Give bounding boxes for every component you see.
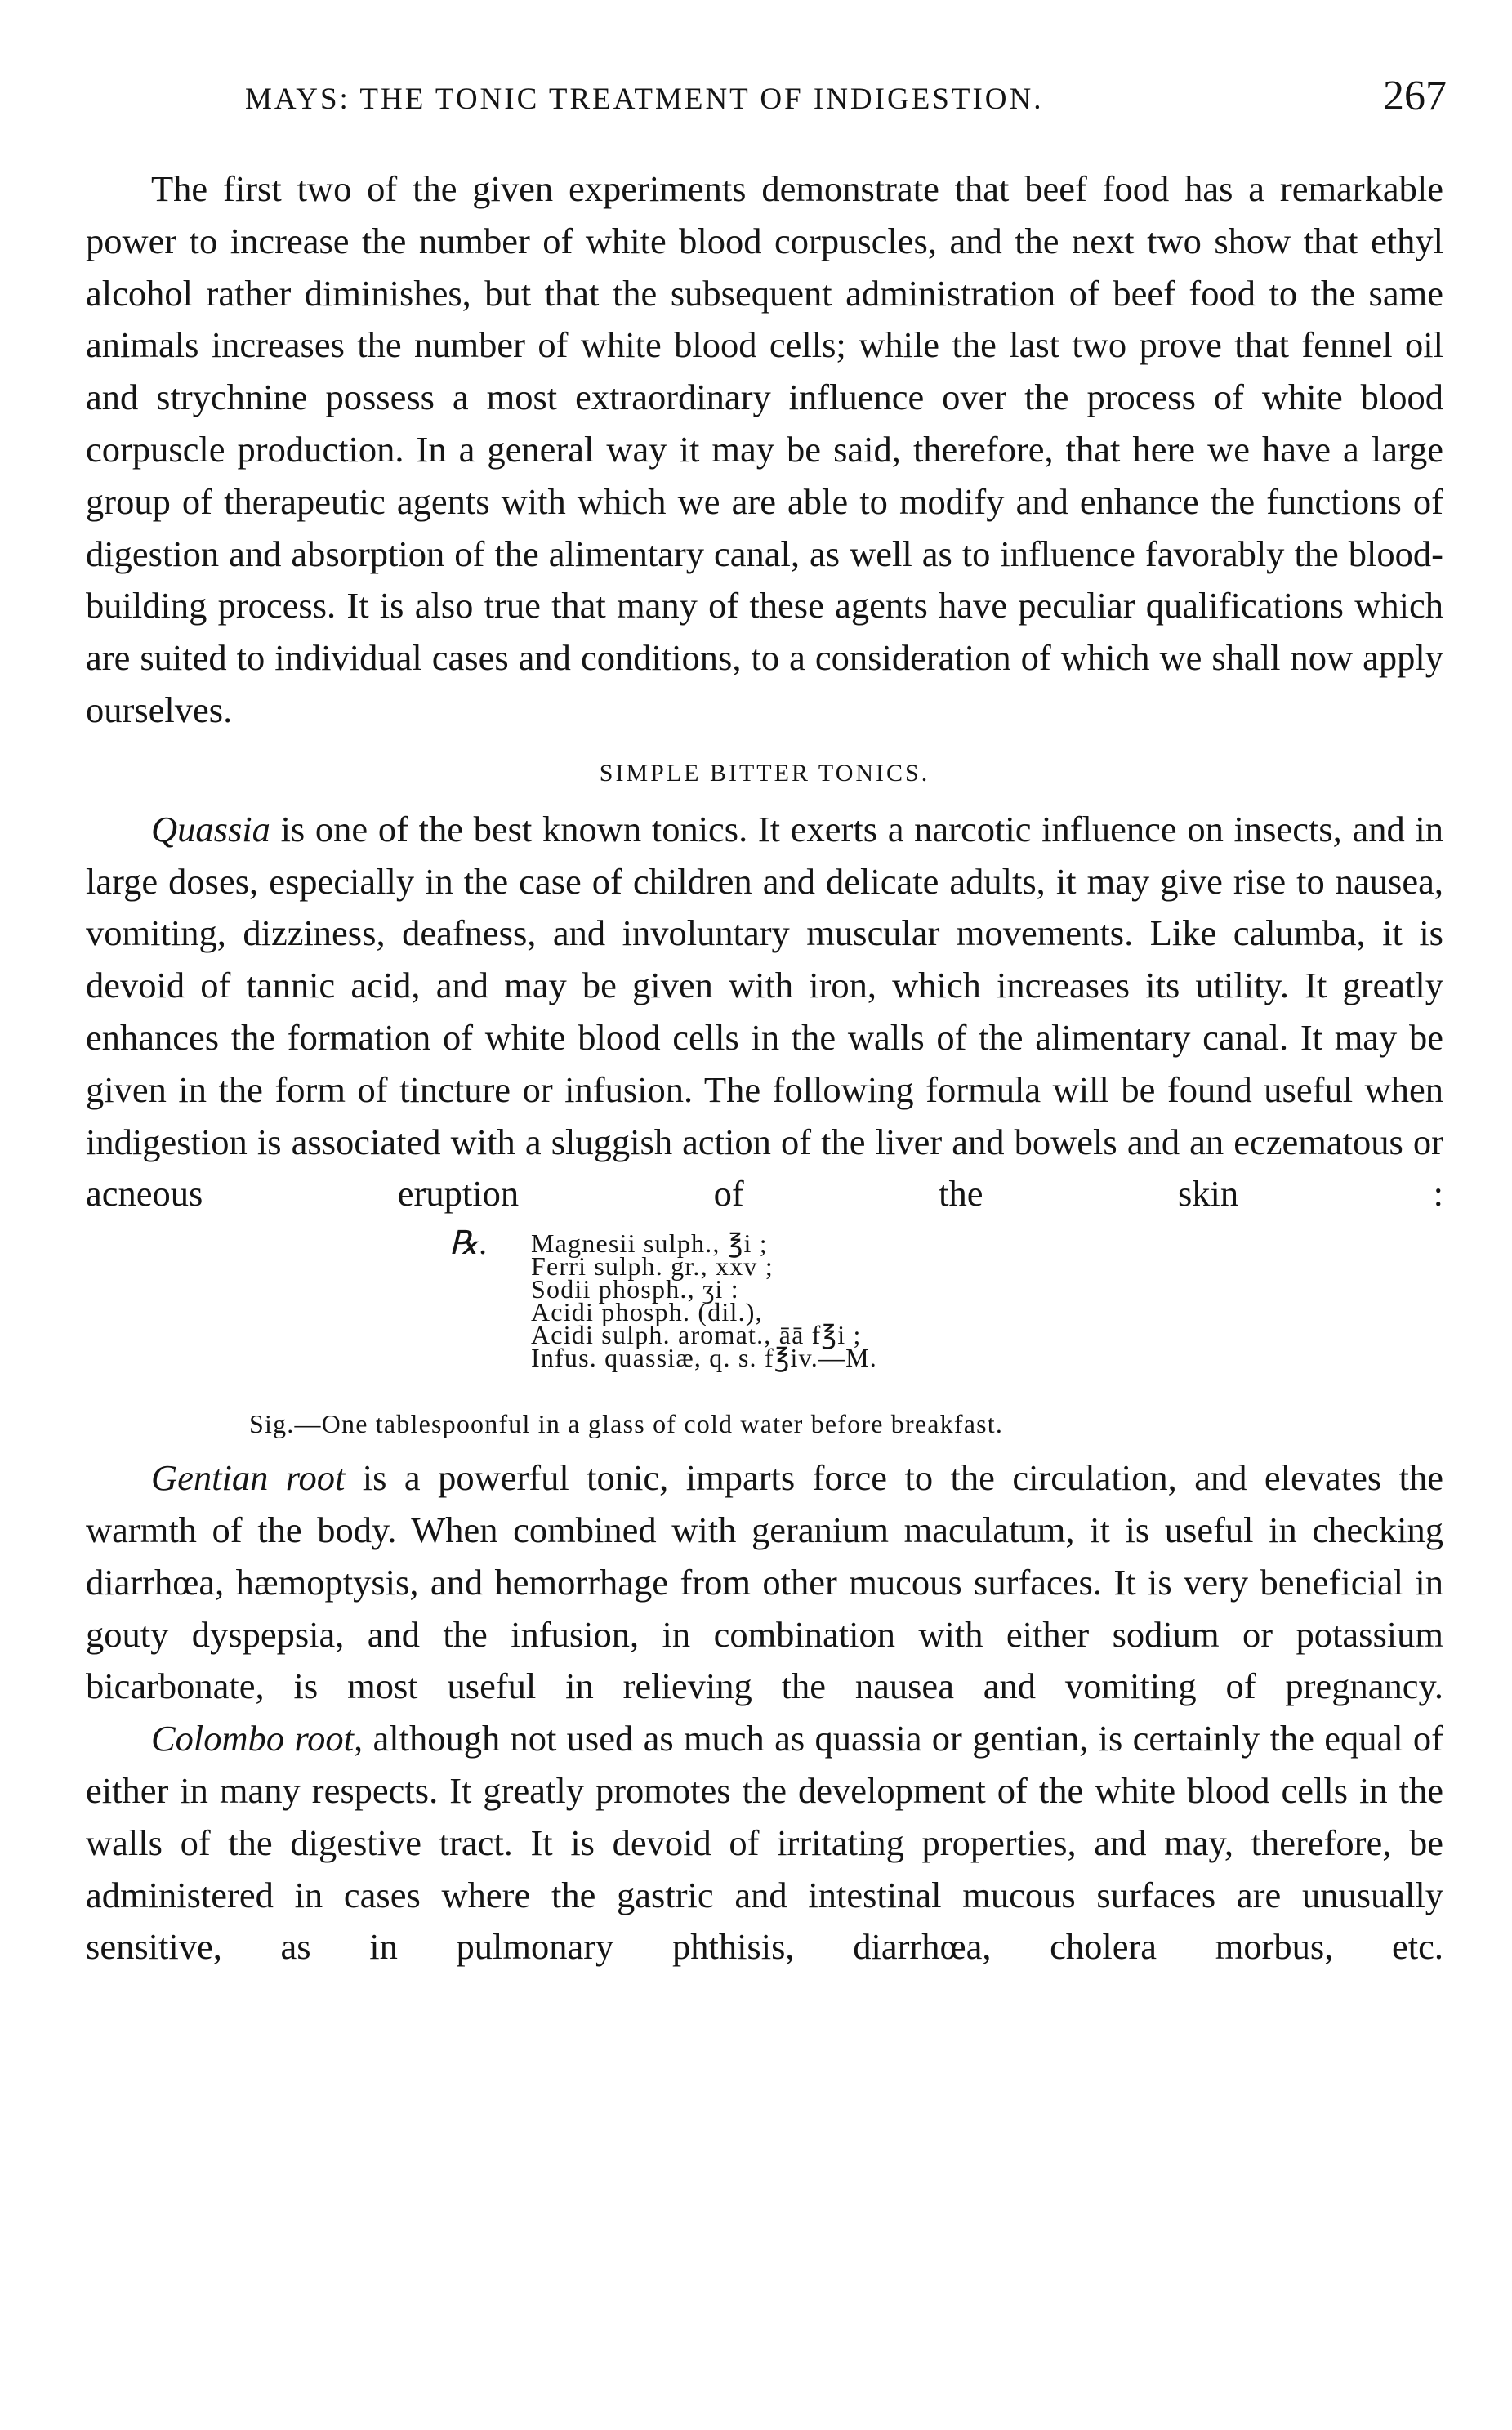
prescription-signature: Sig.—One tablespoonful in a glass of cold water before breakfast. — [249, 1409, 1004, 1439]
page-number: 267 — [1383, 73, 1447, 119]
section-heading: SIMPLE BITTER TONICS. — [599, 759, 930, 787]
colombo-paragraph — [86, 1713, 1443, 1973]
running-head — [245, 72, 1447, 129]
page-body — [86, 163, 1443, 1973]
prescription-line: Infus. quassiæ, q. s. f℥iv.—M. — [531, 1343, 877, 1373]
prescription-block — [86, 1224, 1443, 1403]
quassia-term: Quassia — [151, 808, 270, 849]
colombo-term: Colombo root, — [151, 1718, 364, 1759]
running-head-title: MAYS: THE TONIC TREATMENT OF INDIGESTION. — [245, 82, 1044, 116]
opening-paragraph: The first two of the given experiments demonstrate that beef food has a remarkable power to increase the number of white blood corpuscles, and the next two show that ethyl alcohol rather diminishes, but that the subsequent administration of beef food to the same animals increases the number of white blood cells; while the last two prove that fennel oil and strychnine possess a most extraordinary influence over the process of white blood corpuscle production. In a general way it may be said, therefore, that here we have a large group of therapeutic agents with which we are able to modify and enhance the functions of digestion and absorption of the alimentary canal, as well as to influence favorably the blood-building process. It is also true that many of these agents have peculiar qualifications which are suited to individual cases and conditions, to a consideration of which we shall now apply ourselves. — [86, 168, 1443, 730]
prescription-line: Sodii phosph., ʒi : — [531, 1274, 739, 1304]
colombo-text: although not used as much as quassia or gentian, is certainly the equal of either in many respects. It greatly promotes the development of the white blood cells in the walls of the digestive tract. It is devoid of irritating properties, and may, therefore, be administered in cases where the gastric and intestinal mucous surfaces are unusually sensitive, as in pulmonary phthisis, diarrhœa, cholera morbus, etc. — [86, 1718, 1443, 1968]
prescription-line: Acidi phosph. (dil.), — [531, 1297, 763, 1327]
prescription-line: Acidi sulph. aromat., āā f℥i ; — [531, 1320, 862, 1350]
recipe-symbol-icon: ℞. — [449, 1224, 489, 1262]
gentian-text: is a powerful tonic, imparts force to the circulation, and elevates the warmth of the body. When combined with geranium maculatum, it is useful in checking diarrhœa, hæmoptysis, and hemorrhage from other mucous surfaces. It is very beneficial in gouty dyspepsia, and the infusion, in combination with either sodium or potassium bicarbonate, is most useful in relieving the nausea and vomiting of pregnancy. — [86, 1457, 1443, 1707]
prescription-line: Magnesii sulph., ℥i ; — [531, 1228, 768, 1259]
gentian-term: Gentian root — [151, 1457, 346, 1499]
gentian-paragraph — [86, 1452, 1443, 1713]
prescription-lines — [531, 1228, 877, 1373]
prescription-line: Ferri sulph. gr., xxv ; — [531, 1251, 774, 1282]
quassia-paragraph — [86, 804, 1443, 1220]
quassia-text: is one of the best known tonics. It exerts a narcotic influence on insects, and in large doses, especially in the case of children and delicate adults, it may give rise to nausea, vomiting, dizziness, deafness, and involuntary muscular movements. Like calumba, it is devoid of tannic acid, and may be given with iron, which increases its utility. It greatly enhances the formation of white blood cells in the walls of the alimentary canal. It may be given in the form of tincture or infusion. The following formula will be found useful when indigestion is associated with a sluggish action of the liver and bowels and an eczematous or acneous eruption of the skin : — [86, 808, 1443, 1215]
